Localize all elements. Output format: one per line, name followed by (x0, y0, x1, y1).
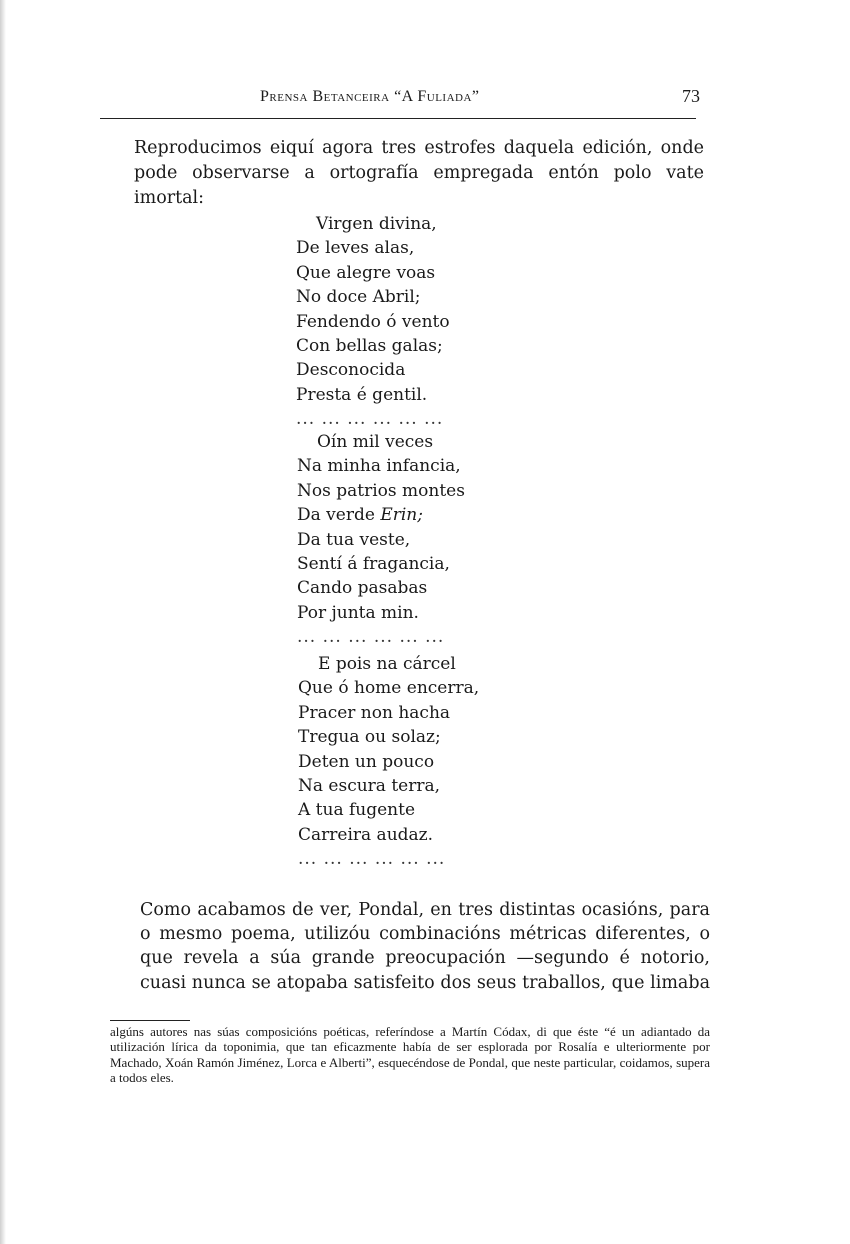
stanza-ellipsis: ... ... ... ... ... ... (296, 409, 444, 430)
verse-line: Na escura terra, (298, 776, 441, 797)
verse-line-text: Da verde (297, 505, 375, 526)
verse-line: Que ó home encerra, (298, 678, 480, 699)
verse-line: Oín mil veces (317, 432, 434, 452)
verse-line: De leves alas, (296, 238, 415, 259)
stanza-ellipsis: ... ... ... ... ... ... (297, 627, 445, 648)
verse-line: Carreira audaz. (298, 824, 434, 845)
poem-stanza-2 (297, 430, 465, 650)
running-title: Prensa Betanceira “A Fuliada” (260, 88, 480, 105)
footnote-rule (110, 1020, 190, 1021)
verse-line: E pois na cárcel (318, 654, 456, 674)
verse-line: Da tua veste, (297, 529, 411, 550)
verse-line: Con bellas galas; (296, 336, 443, 357)
verse-line: Cando pasabas (297, 578, 428, 599)
verse-line: Fendendo ó vento (296, 311, 450, 332)
verse-line: Pracer non hacha (298, 702, 451, 723)
stanza-ellipsis: ... ... ... ... ... ... (298, 849, 446, 870)
verse-line: Por junta min. (297, 602, 419, 623)
verse-line: Tregua ou solaz; (298, 727, 441, 748)
verse-line-with-italic (297, 503, 465, 527)
verse-line: Virgen divina, (316, 214, 437, 234)
footnote: algúns autores nas súas composicións poéticas, referíndose a Martín Códax, di que éste “é un adiantado da utilización lírica da toponimia, que tan eficazmente había de ser esplorada por Rosalía e ulteriormente por Machado, Xoán Ramón Jiménez, Lorca e Alberti”, esquecéndose de Pondal, que neste particular, coidamos, supera a todos eles. (110, 1024, 710, 1086)
intro-paragraph (104, 136, 704, 211)
poem-stanza-3 (298, 652, 479, 872)
verse-line: Nos patrios montes (297, 480, 465, 501)
verse-line: No doce Abril; (296, 287, 421, 308)
running-header (100, 84, 710, 112)
closing-paragraph (108, 898, 710, 995)
header-rule (100, 118, 696, 119)
verse-line: Presta é gentil. (296, 384, 428, 405)
italic-word-erin: Erin; (380, 505, 423, 526)
verse-line: Deten un pouco (298, 751, 435, 772)
poem-stanza-1 (296, 212, 450, 432)
intro-text: Reproducimos eiquí agora tres estrofes daquela edición, onde pode observarse a ortografía empregada entón polo vate imortal: (134, 138, 704, 208)
page-binding-edge (0, 0, 6, 1244)
verse-line: A tua fugente (298, 800, 416, 821)
verse-line: Desconocida (296, 360, 406, 381)
verse-line: Que alegre voas (296, 262, 436, 283)
closing-text: Como acabamos de ver, Pondal, en tres distintas ocasións, para o mesmo poema, utilizóu combinacións métricas diferentes, o que revela a súa grande preocupación —segundo é notorio, cuasi nunca se atopaba satisfeito dos seus traballos, que limaba (140, 900, 710, 993)
verse-line: Na minha infancia, (297, 456, 461, 477)
verse-line: Sentí á fragancia, (297, 554, 450, 575)
page-number: 73 (682, 86, 700, 106)
